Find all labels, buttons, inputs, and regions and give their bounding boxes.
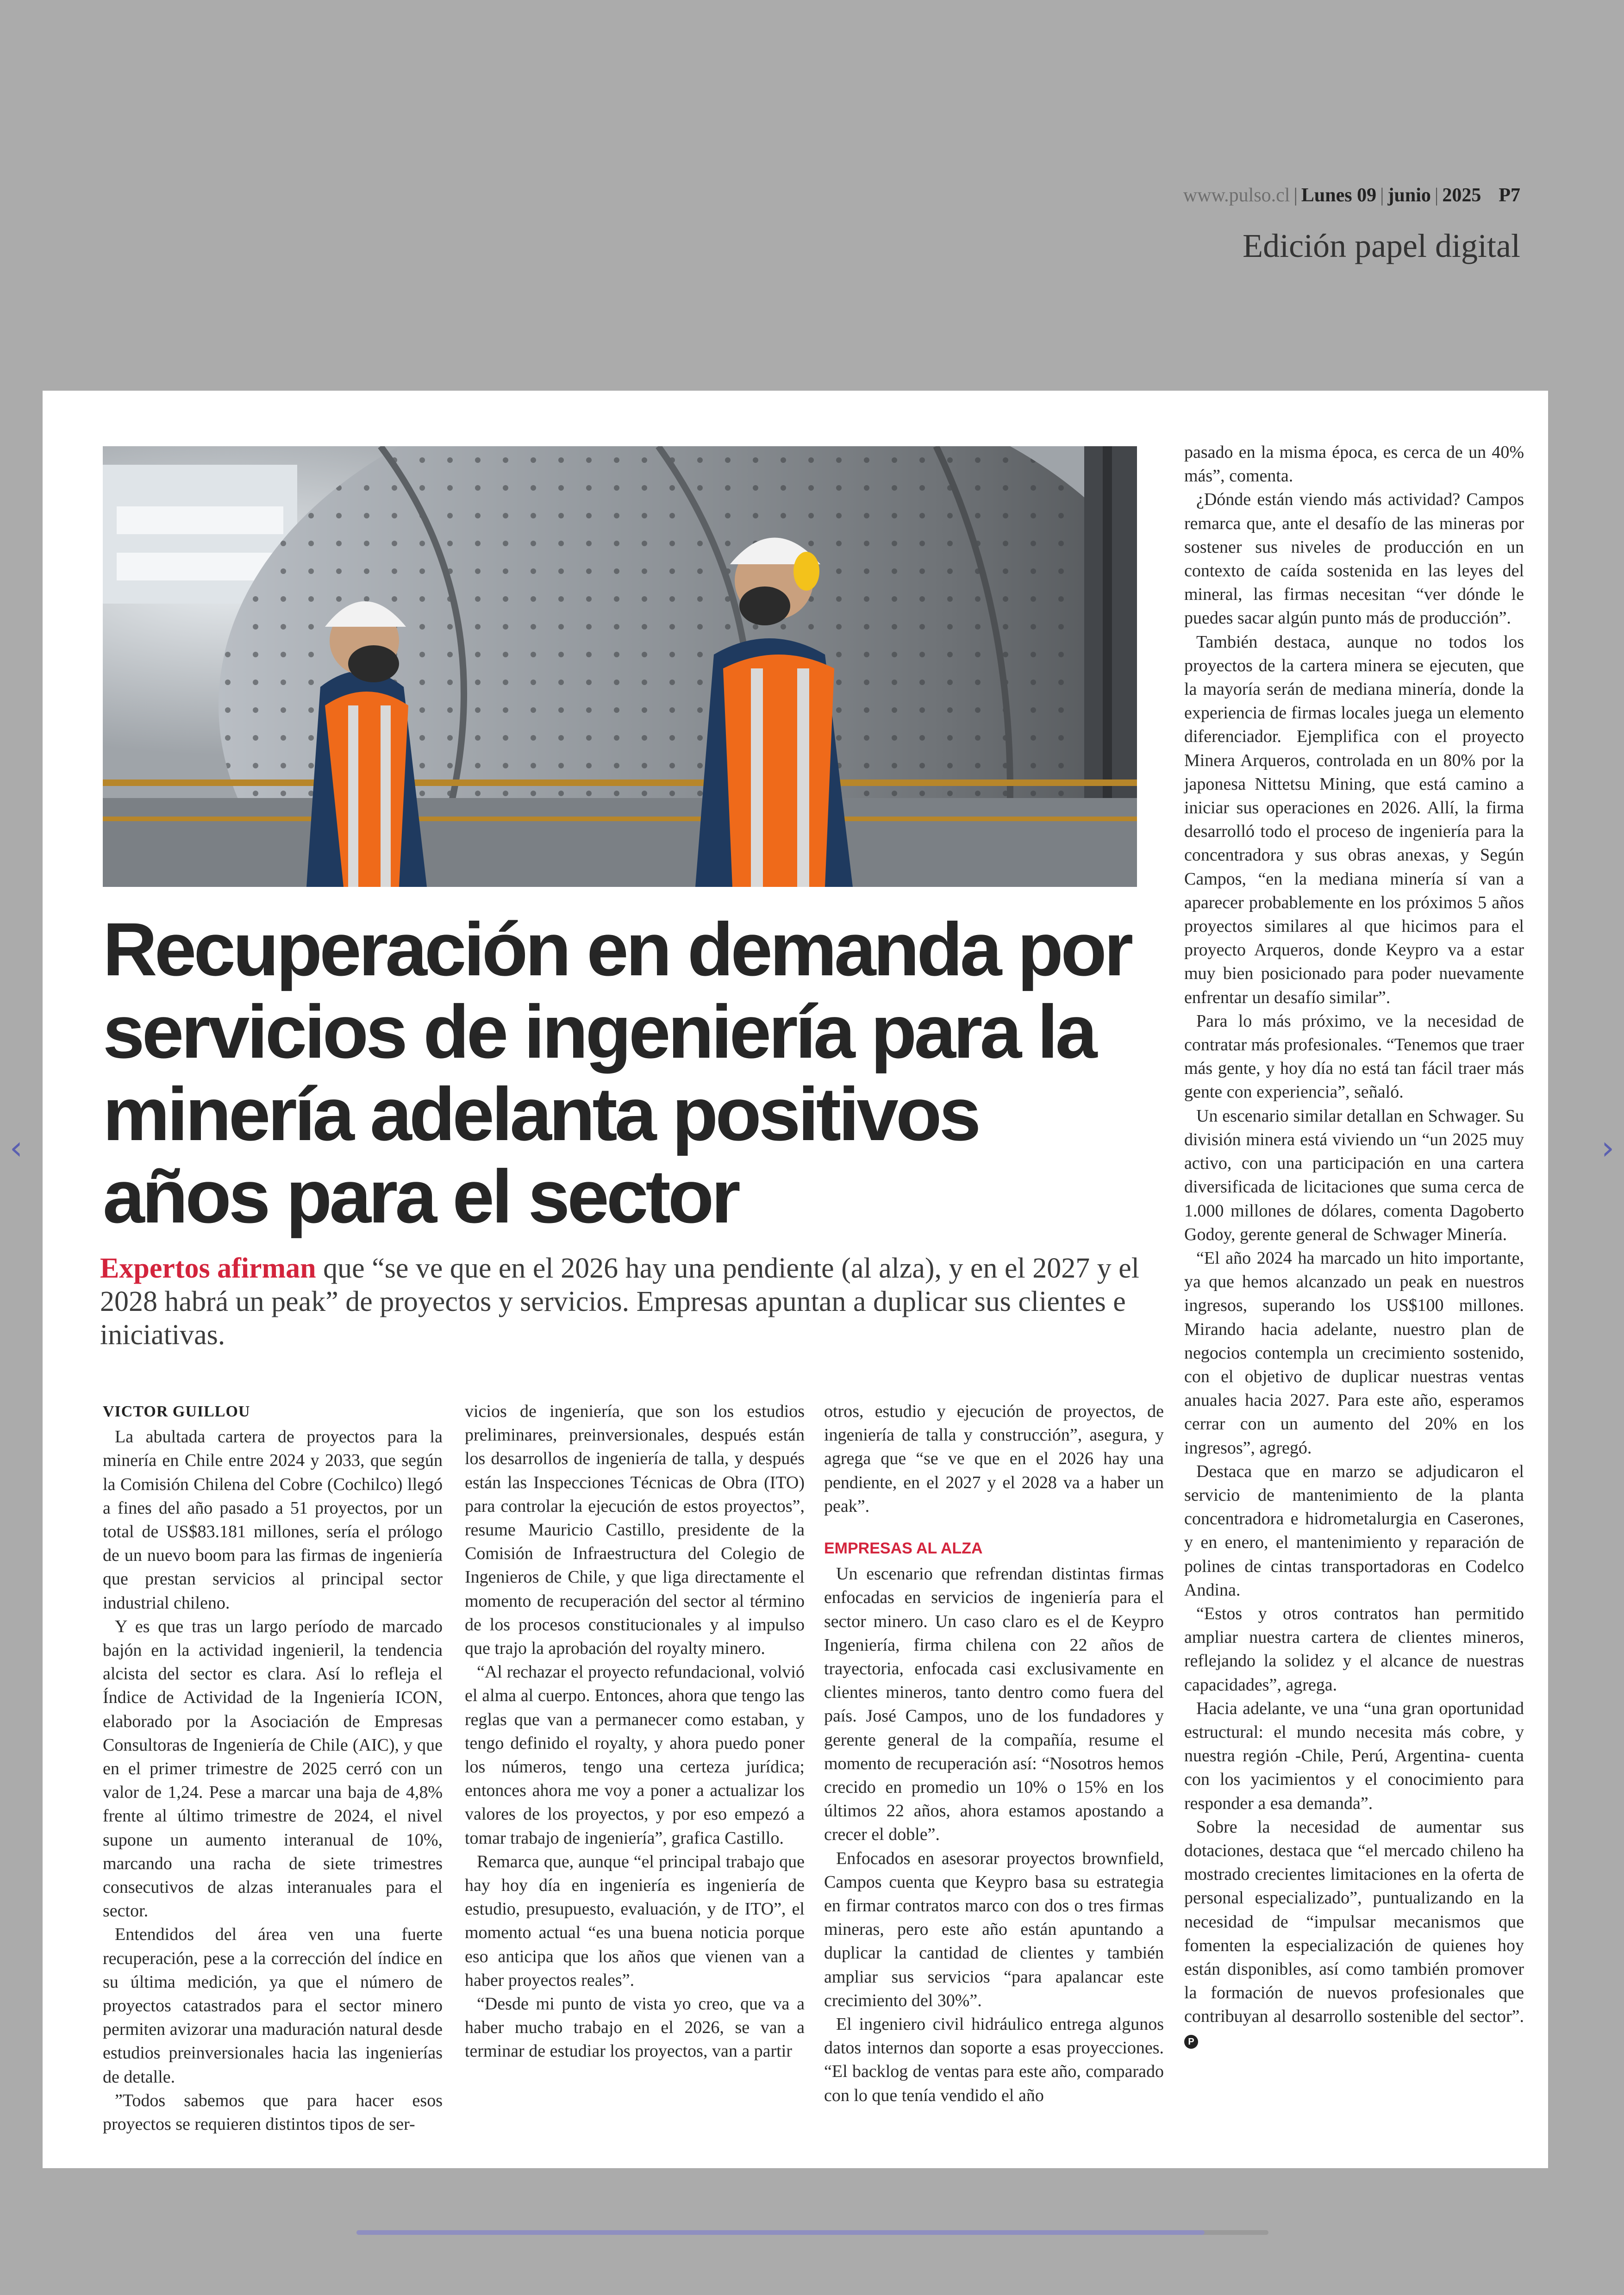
- scrollbar-thumb[interactable]: [356, 2230, 1205, 2235]
- paragraph: otros, estudio y ejecución de proyectos, de ingeniería de talla y construcción”, asegura, y agrega que “se ve que en el 2026 hay una pendiente, en el 2027 y el 2028 va a haber un peak”.: [824, 1402, 1164, 1516]
- article-column-1: [103, 1400, 443, 2136]
- paragraph: Enfocados en asesorar proyectos brownfield, Campos cuenta que Keypro basa su estrategia en firmar contratos marco con dos o tres firmas mineras, pero este año están apuntando a duplicar la cantidad de clientes y también ampliar sus servicios “para apalancar este crecimiento del 30%”.: [824, 1848, 1164, 2010]
- paragraph: Y es que tras un largo período de marcado bajón en la actividad ingenieril, la tendencia alcista del sector es clara. Así lo refleja el Índice de Actividad de la Ingeniería ICON, elaborado por la Asociación de Empresas Consultoras de Ingeniería de Chile (AIC), y que en el primer trimestre de 2025 cerró con un valor de 1,24. Pese a marcar una baja de 4,8% frente al último trimestre de 2024, el nivel supone un aumento interanual de 10%, marcando una racha de siete trimestres consecutivos de alzas interanuales para el sector.: [103, 1616, 443, 1921]
- paragraph: Un escenario que refrendan distintas firmas enfocadas en servicios de ingeniería para el sector minero. Un caso claro es el de Keypro Ingeniería, firma chilena con 22 años de trayectoria, enfocada casi exclusivamente en clientes mineros, tanto dentro como fuera del país. José Campos, uno de los fundadores y gerente general de la compañía, resume el momento de recuperación así: “Nosotros hemos crecido en promedio un 10% o 15% en los últimos 22 años, ahora estamos apostando a crecer el doble”.: [824, 1564, 1164, 1845]
- paragraph: “Desde mi punto de vista yo creo, que va a haber mucho trabajo en el 2026, se van a terminar de estudiar los proyectos, van a partir: [465, 1994, 805, 2061]
- lede-highlight: Expertos afirman: [100, 1253, 316, 1284]
- paragraph: La abultada cartera de proyectos para la minería en Chile entre 2024 y 2033, que según la Comisión Chilena del Cobre (Cochilco) llegó a fines del año pasado a 51 proyectos, por un total de US$83.181 millones, sería el prólogo de un nuevo boom para las firmas de ingeniería que prestan servicios al principal sector industrial chileno.: [103, 1427, 443, 1613]
- paragraph: vicios de ingeniería, que son los estudios preliminares, preinversionales, después están los desarrollos de ingeniería de talla, y después están las Inspecciones Técnicas de Obra (ITO) para controlar la ejecución de estos proyectos”, resume Mauricio Castillo, presidente de la Comisión de Infraestructura del Colegio de Ingenieros de Chile, y que liga directamente el momento de recuperación del sector al término de los procesos constitucionales y al impulso que trajo la aprobación del royalty minero.: [465, 1402, 805, 1659]
- article-headline: Recuperación en demanda por servicios de ingeniería para la minería adelanta positivos años para el sector: [103, 907, 1131, 1239]
- paragraph: ¿Dónde están viendo más actividad? Campos remarca que, ante el desafío de las mineras por sostener sus niveles de producción en un contexto de caída sostenida en las leyes del mineral, las firmas necesitan “ver dónde le puedes sacar algún punto más de producción”.: [1184, 490, 1524, 628]
- site-url[interactable]: www.pulso.cl: [1183, 185, 1290, 206]
- section-subhead: EMPRESAS AL ALZA: [824, 1540, 983, 1558]
- paragraph-text: Sobre la necesidad de aumentar sus dotaciones, destaca que “el mercado chileno ha mostrado crecientes limitaciones en la oferta de personal especializado”, puntualizando en la necesidad de “impulsar mecanismos que fomenten la especialización de quienes hoy están disponibles, así como también promover la formación de nuevos profesionales que contribuyan al desarrollo sostenible del sector”.: [1184, 1817, 1524, 2027]
- paragraph: Remarca que, aunque “el principal trabajo que hay hoy día en ingeniería es ingeniería de estudio, presupuesto, evaluación, y de ITO”, el momento actual “es una buena noticia porque eso anticipa que los años que vienen van a haber proyectos reales”.: [465, 1852, 805, 1990]
- page-header: www.pulso.cl | Lunes 09 | junio | 2025 P7: [1183, 185, 1520, 206]
- paragraph: Destaca que en marzo se adjudicaron el servicio de mantenimiento de la planta concentradora e hidrometalurgia en Caserones, y en enero, el mantenimiento y reparación de polines de cintas transportadoras en Codelco Andina.: [1184, 1461, 1524, 1600]
- paragraph: El ingeniero civil hidráulico entrega algunos datos internos dan soporte a esas proyecciones. “El backlog de ventas para este año, comparado con lo que tenía vendido el año: [824, 2014, 1164, 2105]
- article-lede: [100, 1252, 1151, 1352]
- paragraph: [1184, 1815, 1524, 2052]
- article-photo: [103, 446, 1137, 887]
- end-mark-icon: P: [1184, 2035, 1198, 2049]
- paragraph: También destaca, aunque no todos los proyectos de la cartera minera se ejecuten, que la mayoría serán de mediana minería, donde la experiencia de firmas locales juega un elemento diferenciador. Ejemplifica con el proyecto Minera Arqueros, controlada en un 80% por la japonesa Nittetsu Mining, que está camino a iniciar sus operaciones en 2026. Allí, la firma desarrolló todo el proceso de ingeniería para la concentradora y sus obras anexas, y Según Campos, “en la mediana minería sí van a aparecer probablemente en los próximos 5 años proyectos similares al que hicimos para el proyecto Arqueros, donde Keypro va a estar muy bien posicionado para poder nuevamente enfrentar un desafío similar”.: [1184, 632, 1524, 1007]
- paragraph: “Al rechazar el proyecto refundacional, volvió el alma al cuerpo. Entonces, ahora que tengo las reglas que van a permanecer como estaban, y tengo definido el royalty, y ahora puedo poner los números, tengo una certeza jurídica; entonces ahora me voy a poner a actualizar los valores de los proyectos, y por eso empezó a tomar trabajo de ingeniería”, grafica Castillo.: [465, 1662, 805, 1848]
- article-column-4: [1184, 441, 1524, 2052]
- next-page-arrow-icon[interactable]: ›: [1601, 1129, 1614, 1167]
- lede-text: que “se ve que en el 2026 hay una pendiente (al alza), y en el 2027 y el 2028 habrá un peak” de proyectos y servicios. Empresas apuntan a duplicar sus clientes e iniciativas.: [100, 1253, 1140, 1351]
- newspaper-page: [43, 391, 1548, 2168]
- paragraph: “El año 2024 ha marcado un hito importante, ya que hemos alcanzado un peak en nuestros ingresos, superando los US$100 millones. Mirando hacia adelante, nuestro plan de negocios contempla un crecimiento sostenido, con el objetivo de duplicar nuestras ventas anuales hacia 2027. Para este año, esperamos cerrar con un aumento del 20% en los ingresos”, agregó.: [1184, 1248, 1524, 1458]
- header-month: junio: [1387, 185, 1431, 206]
- page-number: P7: [1499, 185, 1520, 206]
- header-day: Lunes 09: [1301, 185, 1377, 206]
- article-column-3: [824, 1400, 1164, 2108]
- paragraph: Un escenario similar detallan en Schwager. Su división minera está viviendo un “un 2025 muy activo, con una participación en una cartera diversificada de licitaciones que suma cerca de 1.000 millones de dólares, comenta Dagoberto Godoy, gerente general de Schwager Minería.: [1184, 1106, 1524, 1244]
- paragraph: pasado en la misma época, es cerca de un 40% más”, comenta.: [1184, 443, 1524, 486]
- paragraph: “Estos y otros contratos han permitido ampliar nuestra cartera de clientes mineros, reflejando la solidez y el alcance de nuestras capacidades”, agrega.: [1184, 1603, 1524, 1695]
- byline: VICTOR GUILLOU: [103, 1403, 250, 1420]
- horizontal-scrollbar[interactable]: [356, 2230, 1268, 2235]
- paragraph: Entendidos del área ven una fuerte recuperación, pese a la corrección del índice en su última medición, ya que el número de proyectos catastrados para el sector minero permiten avizorar una maduración natural desde estudios preinversionales hacia las ingenierías de detalle.: [103, 1925, 443, 2087]
- paragraph: ”Todos sabemos que para hacer esos proyectos se requieren distintos tipos de ser-: [103, 2090, 443, 2134]
- article-column-2: [465, 1400, 805, 2064]
- edition-label: Edición papel digital: [1243, 227, 1520, 264]
- previous-page-arrow-icon[interactable]: ‹: [10, 1129, 23, 1167]
- paragraph: Para lo más próximo, ve la necesidad de contratar más profesionales. “Tenemos que traer más gente, y hoy día no está tan fácil traer más gente con experiencia”, señaló.: [1184, 1011, 1524, 1102]
- header-year: 2025: [1442, 185, 1481, 206]
- paragraph: Hacia adelante, ve una “una gran oportunidad estructural: el mundo necesita más cobre, y nuestra región -Chile, Perú, Argentina- cuenta con los yacimientos y el conocimiento para responder a esa demanda”.: [1184, 1698, 1524, 1813]
